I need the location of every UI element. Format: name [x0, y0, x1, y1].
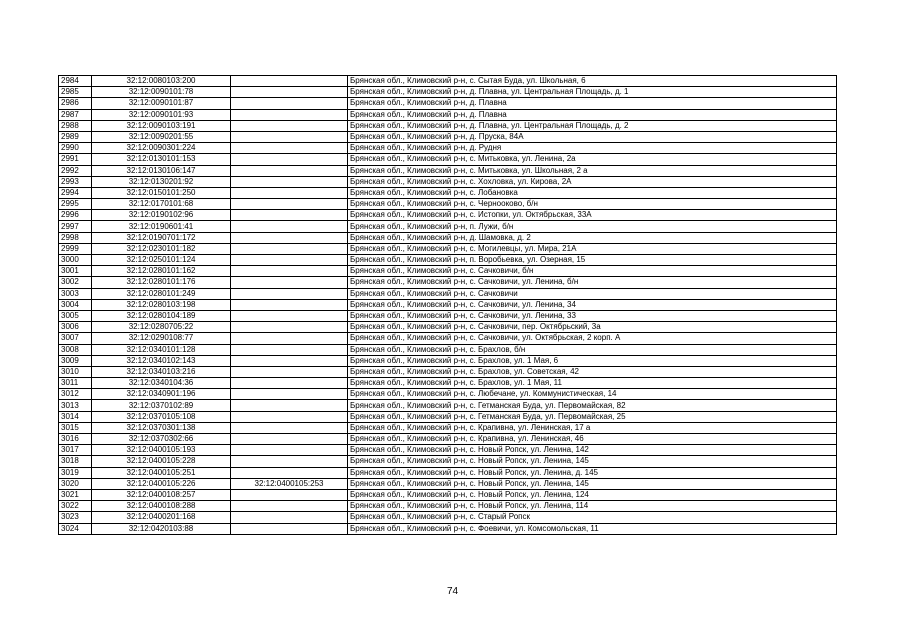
address-cell: Брянская обл., Климовский р-н, с. Крапивна, ул. Ленинская, 17 а — [348, 422, 837, 433]
previous-number-cell — [231, 489, 348, 500]
table-row — [59, 299, 837, 310]
row-number-cell: 3012 — [59, 389, 92, 400]
row-number-cell: 3016 — [59, 434, 92, 445]
row-number-cell: 2992 — [59, 165, 92, 176]
table-row — [59, 165, 837, 176]
row-number-cell: 3024 — [59, 523, 92, 534]
previous-number-cell — [231, 232, 348, 243]
address-cell: Брянская обл., Климовский р-н, д. Плавна — [348, 109, 837, 120]
table-row — [59, 277, 837, 288]
address-cell: Брянская обл., Климовский р-н, с. Могилевцы, ул. Мира, 21А — [348, 243, 837, 254]
row-number-cell: 2985 — [59, 87, 92, 98]
cadastral-number-cell: 32:12:0340104:36 — [92, 378, 231, 389]
address-cell: Брянская обл., Климовский р-н, с. Новый Ропск, ул. Ленина, 114 — [348, 501, 837, 512]
cadastral-number-cell: 32:12:0130101:153 — [92, 154, 231, 165]
table-row — [59, 143, 837, 154]
cadastral-number-cell: 32:12:0400105:226 — [92, 478, 231, 489]
previous-number-cell — [231, 422, 348, 433]
page-number: 74 — [446, 586, 459, 597]
previous-number-cell — [231, 333, 348, 344]
row-number-cell: 3004 — [59, 299, 92, 310]
cadastral-number-cell: 32:12:0340901:196 — [92, 389, 231, 400]
previous-number-cell — [231, 243, 348, 254]
previous-number-cell — [231, 501, 348, 512]
cadastral-number-cell: 32:12:0190102:96 — [92, 210, 231, 221]
table-row — [59, 288, 837, 299]
table-row — [59, 366, 837, 377]
previous-number-cell — [231, 199, 348, 210]
cadastral-number-cell: 32:12:0280101:162 — [92, 266, 231, 277]
cadastral-number-cell: 32:12:0400108:257 — [92, 489, 231, 500]
table-row — [59, 87, 837, 98]
table-row — [59, 456, 837, 467]
row-number-cell: 2996 — [59, 210, 92, 221]
row-number-cell: 3002 — [59, 277, 92, 288]
row-number-cell: 2988 — [59, 120, 92, 131]
address-cell: Брянская обл., Климовский р-н, с. Фоевичи, ул. Комсомольская, 11 — [348, 523, 837, 534]
row-number-cell: 3007 — [59, 333, 92, 344]
previous-number-cell — [231, 400, 348, 411]
address-cell: Брянская обл., Климовский р-н, с. Сытая Буда, ул. Школьная, 6 — [348, 76, 837, 87]
table-row — [59, 378, 837, 389]
table-row — [59, 120, 837, 131]
cadastral-number-cell: 32:12:0080103:200 — [92, 76, 231, 87]
registry-table-body — [59, 76, 837, 535]
table-row — [59, 76, 837, 87]
address-cell: Брянская обл., Климовский р-н, с. Новый Ропск, ул. Ленина, 145 — [348, 456, 837, 467]
address-cell: Брянская обл., Климовский р-н, с. Сачковичи, ул. Ленина, б/н — [348, 277, 837, 288]
row-number-cell: 2999 — [59, 243, 92, 254]
cadastral-number-cell: 32:12:0280101:176 — [92, 277, 231, 288]
previous-number-cell — [231, 176, 348, 187]
row-number-cell: 2990 — [59, 143, 92, 154]
cadastral-number-cell: 32:12:0400108:288 — [92, 501, 231, 512]
cadastral-number-cell: 32:12:0090103:191 — [92, 120, 231, 131]
table-row — [59, 422, 837, 433]
cadastral-number-cell: 32:12:0130201:92 — [92, 176, 231, 187]
cadastral-number-cell: 32:12:0190601:41 — [92, 221, 231, 232]
address-cell: Брянская обл., Климовский р-н, с. Митьковка, ул. Школьная, 2 а — [348, 165, 837, 176]
previous-number-cell — [231, 131, 348, 142]
table-row — [59, 389, 837, 400]
address-cell: Брянская обл., Климовский р-н, с. Сачковичи, ул. Ленина, 34 — [348, 299, 837, 310]
table-row — [59, 266, 837, 277]
previous-number-cell — [231, 255, 348, 266]
cadastral-number-cell: 32:12:0150101:250 — [92, 187, 231, 198]
previous-number-cell — [231, 344, 348, 355]
address-cell: Брянская обл., Климовский р-н, д. Плавна, ул. Центральная Площадь, д. 1 — [348, 87, 837, 98]
address-cell: Брянская обл., Климовский р-н, с. Старый Ропск — [348, 512, 837, 523]
previous-number-cell — [231, 467, 348, 478]
table-row — [59, 501, 837, 512]
address-cell: Брянская обл., Климовский р-н, д. Рудня — [348, 143, 837, 154]
table-row — [59, 154, 837, 165]
table-row — [59, 199, 837, 210]
address-cell: Брянская обл., Климовский р-н, с. Сачковичи, пер. Октябрьский, 3а — [348, 322, 837, 333]
address-cell: Брянская обл., Климовский р-н, д. Плавна — [348, 98, 837, 109]
row-number-cell: 2995 — [59, 199, 92, 210]
address-cell: Брянская обл., Климовский р-н, п. Лужи, б/н — [348, 221, 837, 232]
cadastral-number-cell: 32:12:0370302:66 — [92, 434, 231, 445]
previous-number-cell — [231, 366, 348, 377]
row-number-cell: 3013 — [59, 400, 92, 411]
table-row — [59, 400, 837, 411]
cadastral-number-cell: 32:12:0230101:182 — [92, 243, 231, 254]
row-number-cell: 3022 — [59, 501, 92, 512]
previous-number-cell — [231, 143, 348, 154]
row-number-cell: 2987 — [59, 109, 92, 120]
previous-number-cell — [231, 445, 348, 456]
cadastral-number-cell: 32:12:0090301:224 — [92, 143, 231, 154]
previous-number-cell — [231, 355, 348, 366]
address-cell: Брянская обл., Климовский р-н, с. Истопки, ул. Октябрьская, 33А — [348, 210, 837, 221]
cadastral-number-cell: 32:12:0090101:93 — [92, 109, 231, 120]
address-cell: Брянская обл., Климовский р-н, с. Сачковичи, ул. Октябрьская, 2 корп. А — [348, 333, 837, 344]
previous-number-cell — [231, 523, 348, 534]
address-cell: Брянская обл., Климовский р-н, с. Брахлов, ул. 1 Мая, 6 — [348, 355, 837, 366]
table-row — [59, 344, 837, 355]
cadastral-number-cell: 32:12:0090201:55 — [92, 131, 231, 142]
row-number-cell: 3008 — [59, 344, 92, 355]
address-cell: Брянская обл., Климовский р-н, с. Брахлов, б/н — [348, 344, 837, 355]
table-row — [59, 243, 837, 254]
row-number-cell: 3006 — [59, 322, 92, 333]
address-cell: Брянская обл., Климовский р-н, с. Новый Ропск, ул. Ленина, д. 145 — [348, 467, 837, 478]
row-number-cell: 2989 — [59, 131, 92, 142]
row-number-cell: 3005 — [59, 310, 92, 321]
row-number-cell: 3023 — [59, 512, 92, 523]
row-number-cell: 3003 — [59, 288, 92, 299]
row-number-cell: 2997 — [59, 221, 92, 232]
table-row — [59, 467, 837, 478]
row-number-cell: 3015 — [59, 422, 92, 433]
address-cell: Брянская обл., Климовский р-н, д. Шамовка, д. 2 — [348, 232, 837, 243]
previous-number-cell — [231, 322, 348, 333]
previous-number-cell — [231, 187, 348, 198]
cadastral-number-cell: 32:12:0250101:124 — [92, 255, 231, 266]
cadastral-number-cell: 32:12:0290108:77 — [92, 333, 231, 344]
previous-number-cell — [231, 411, 348, 422]
table-row — [59, 523, 837, 534]
previous-number-cell — [231, 210, 348, 221]
address-cell: Брянская обл., Климовский р-н, с. Гетманская Буда, ул. Первомайская, 82 — [348, 400, 837, 411]
cadastral-number-cell: 32:12:0340102:143 — [92, 355, 231, 366]
previous-number-cell — [231, 456, 348, 467]
previous-number-cell — [231, 434, 348, 445]
cadastral-number-cell: 32:12:0130106:147 — [92, 165, 231, 176]
address-cell: Брянская обл., Климовский р-н, с. Митьковка, ул. Ленина, 2а — [348, 154, 837, 165]
row-number-cell: 3018 — [59, 456, 92, 467]
previous-number-cell — [231, 221, 348, 232]
previous-number-cell — [231, 109, 348, 120]
table-row — [59, 411, 837, 422]
cadastral-number-cell: 32:12:0280104:189 — [92, 310, 231, 321]
cadastral-number-cell: 32:12:0370105:108 — [92, 411, 231, 422]
previous-number-cell — [231, 512, 348, 523]
cadastral-number-cell: 32:12:0190701:172 — [92, 232, 231, 243]
table-row — [59, 232, 837, 243]
previous-number-cell — [231, 266, 348, 277]
cadastral-number-cell: 32:12:0280101:249 — [92, 288, 231, 299]
address-cell: Брянская обл., Климовский р-н, с. Чернооково, б/н — [348, 199, 837, 210]
row-number-cell: 2991 — [59, 154, 92, 165]
row-number-cell: 3010 — [59, 366, 92, 377]
cadastral-number-cell: 32:12:0400201:168 — [92, 512, 231, 523]
address-cell: Брянская обл., Климовский р-н, с. Сачковичи — [348, 288, 837, 299]
address-cell: Брянская обл., Климовский р-н, п. Воробьевка, ул. Озерная, 15 — [348, 255, 837, 266]
previous-number-cell — [231, 154, 348, 165]
address-cell: Брянская обл., Климовский р-н, с. Любечане, ул. Коммунистическая, 14 — [348, 389, 837, 400]
table-row — [59, 489, 837, 500]
address-cell: Брянская обл., Климовский р-н, с. Сачковичи, ул. Ленина, 33 — [348, 310, 837, 321]
row-number-cell: 3019 — [59, 467, 92, 478]
table-row — [59, 512, 837, 523]
table-row — [59, 355, 837, 366]
row-number-cell: 3001 — [59, 266, 92, 277]
address-cell: Брянская обл., Климовский р-н, с. Новый Ропск, ул. Ленина, 145 — [348, 478, 837, 489]
previous-number-cell — [231, 165, 348, 176]
address-cell: Брянская обл., Климовский р-н, с. Сачковичи, б/н — [348, 266, 837, 277]
cadastral-number-cell: 32:12:0400105:251 — [92, 467, 231, 478]
table-row — [59, 322, 837, 333]
cadastral-number-cell: 32:12:0400105:228 — [92, 456, 231, 467]
address-cell: Брянская обл., Климовский р-н, д. Пруска, 84А — [348, 131, 837, 142]
cadastral-number-cell: 32:12:0090101:87 — [92, 98, 231, 109]
previous-number-cell — [231, 120, 348, 131]
row-number-cell: 3014 — [59, 411, 92, 422]
cadastral-number-cell: 32:12:0370301:138 — [92, 422, 231, 433]
previous-number-cell: 32:12:0400105:253 — [231, 478, 348, 489]
address-cell: Брянская обл., Климовский р-н, д. Плавна, ул. Центральная Площадь, д. 2 — [348, 120, 837, 131]
previous-number-cell — [231, 98, 348, 109]
table-row — [59, 210, 837, 221]
cadastral-number-cell: 32:12:0280103:198 — [92, 299, 231, 310]
table-row — [59, 131, 837, 142]
cadastral-number-cell: 32:12:0340103:216 — [92, 366, 231, 377]
table-row — [59, 434, 837, 445]
address-cell: Брянская обл., Климовский р-н, с. Брахлов, ул. Советская, 42 — [348, 366, 837, 377]
previous-number-cell — [231, 299, 348, 310]
address-cell: Брянская обл., Климовский р-н, с. Гетманская Буда, ул. Первомайская, 25 — [348, 411, 837, 422]
cadastral-number-cell: 32:12:0280705:22 — [92, 322, 231, 333]
table-row — [59, 333, 837, 344]
address-cell: Брянская обл., Климовский р-н, с. Крапивна, ул. Ленинская, 46 — [348, 434, 837, 445]
previous-number-cell — [231, 87, 348, 98]
previous-number-cell — [231, 310, 348, 321]
previous-number-cell — [231, 288, 348, 299]
table-row — [59, 187, 837, 198]
row-number-cell: 2994 — [59, 187, 92, 198]
address-cell: Брянская обл., Климовский р-н, с. Брахлов, ул. 1 Мая, 11 — [348, 378, 837, 389]
row-number-cell: 2986 — [59, 98, 92, 109]
address-cell: Брянская обл., Климовский р-н, с. Лобановка — [348, 187, 837, 198]
row-number-cell: 3011 — [59, 378, 92, 389]
previous-number-cell — [231, 277, 348, 288]
table-row — [59, 255, 837, 266]
table-row — [59, 109, 837, 120]
row-number-cell: 3021 — [59, 489, 92, 500]
row-number-cell: 2993 — [59, 176, 92, 187]
table-row — [59, 445, 837, 456]
row-number-cell: 3009 — [59, 355, 92, 366]
cadastral-number-cell: 32:12:0420103:88 — [92, 523, 231, 534]
previous-number-cell — [231, 389, 348, 400]
row-number-cell: 3020 — [59, 478, 92, 489]
table-row — [59, 221, 837, 232]
row-number-cell: 3000 — [59, 255, 92, 266]
cadastral-number-cell: 32:12:0090101:78 — [92, 87, 231, 98]
cadastral-number-cell: 32:12:0170101:68 — [92, 199, 231, 210]
previous-number-cell — [231, 76, 348, 87]
address-cell: Брянская обл., Климовский р-н, с. Новый Ропск, ул. Ленина, 124 — [348, 489, 837, 500]
address-cell: Брянская обл., Климовский р-н, с. Новый Ропск, ул. Ленина, 142 — [348, 445, 837, 456]
cadastral-number-cell: 32:12:0370102:89 — [92, 400, 231, 411]
row-number-cell: 2984 — [59, 76, 92, 87]
cadastral-number-cell: 32:12:0340101:128 — [92, 344, 231, 355]
table-row — [59, 98, 837, 109]
row-number-cell: 2998 — [59, 232, 92, 243]
address-cell: Брянская обл., Климовский р-н, с. Хохловка, ул. Кирова, 2А — [348, 176, 837, 187]
cadastral-number-cell: 32:12:0400105:193 — [92, 445, 231, 456]
table-row — [59, 176, 837, 187]
table-row — [59, 310, 837, 321]
table-row — [59, 478, 837, 489]
previous-number-cell — [231, 378, 348, 389]
row-number-cell: 3017 — [59, 445, 92, 456]
registry-table — [58, 75, 837, 535]
